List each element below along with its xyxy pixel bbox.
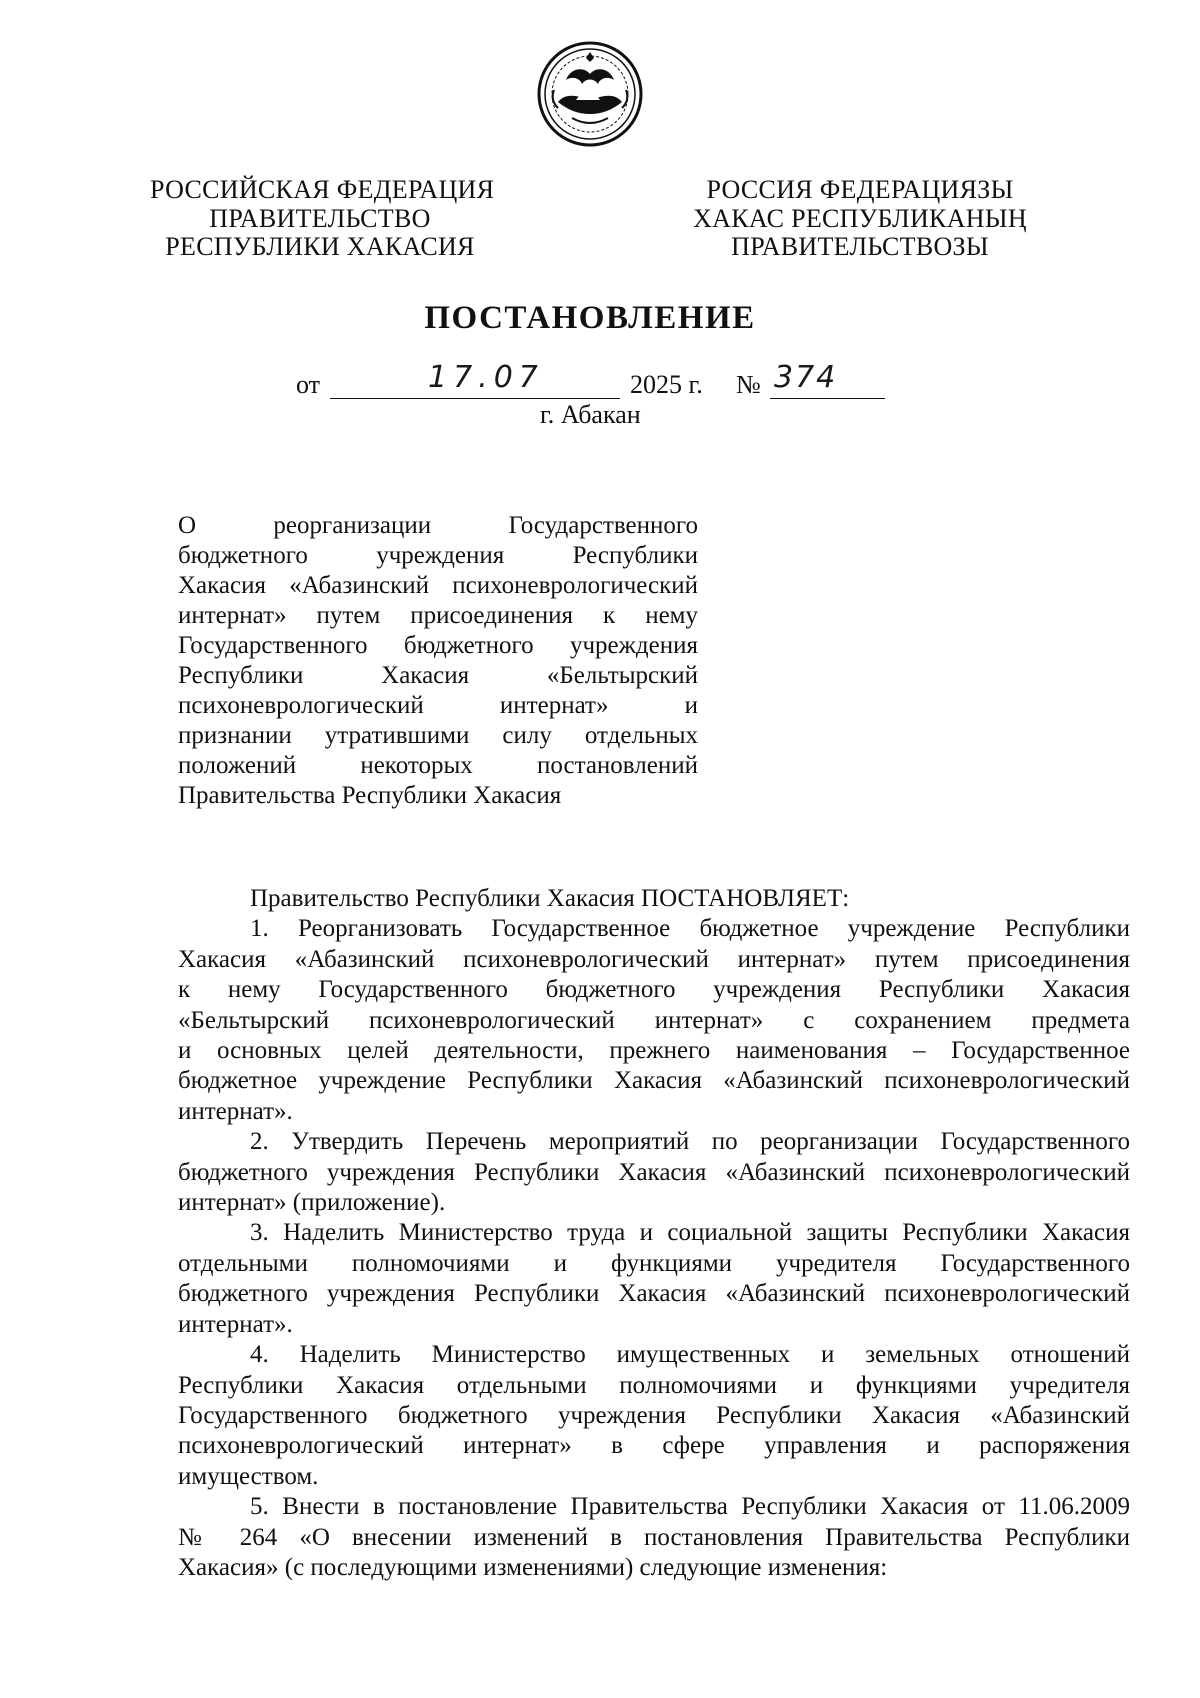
body-line: бюджетного учреждения Республики Хакасия «Абазинский психоневрологический [178, 1280, 1130, 1308]
body-line: психоневрологический интернат» в сфере управления и распоряжения [178, 1432, 1130, 1460]
subject-line: психоневрологический интернат» и [178, 692, 698, 719]
body-line: Государственного бюджетного учреждения Республики Хакасия «Абазинский [178, 1401, 1130, 1429]
number-label: № [736, 370, 761, 399]
subject-line: интернат» путем присоединения к нему [178, 602, 698, 629]
body-line: и основных целей деятельности, прежнего наименования – Государственное [178, 1037, 1130, 1065]
body-line: 2. Утвердить Перечень мероприятий по реорганизации Государственного [250, 1128, 1130, 1156]
body-line: бюджетного учреждения Республики Хакасия «Абазинский психоневрологический [178, 1158, 1130, 1186]
header-left-line: ПРАВИТЕЛЬСТВО [209, 203, 431, 233]
document-body [178, 884, 1130, 1583]
body-line: 5. Внести в постановление Правительства Республики Хакасия от 11.06.2009 [250, 1493, 1130, 1521]
subject-line: бюджетного учреждения Республики [178, 542, 698, 569]
subject-line: Государственного бюджетного учреждения [178, 632, 698, 659]
header-right-line: ПРАВИТЕЛЬСТВОЗЫ [731, 232, 989, 261]
subject-line: положений некоторых постановлений [178, 752, 698, 779]
body-line: интернат» (приложение). [178, 1189, 446, 1217]
body-line: имуществом. [178, 1462, 319, 1490]
date-underline [330, 398, 620, 399]
subject-line: признании утратившими силу отдельных [178, 722, 698, 749]
header-left [150, 175, 495, 262]
body-line: отдельными полномочиями и функциями учредителя Государственного [178, 1249, 1130, 1277]
body-line: 3. Наделить Министерство труда и социальной защиты Республики Хакасия [250, 1219, 1130, 1247]
body-line: 1. Реорганизовать Государственное бюджетное учреждение Республики [250, 915, 1130, 943]
from-label: от [296, 370, 321, 399]
paragraph-2 [178, 1127, 1130, 1218]
paragraph-3 [178, 1218, 1130, 1340]
city-label: г. Абакан [540, 400, 641, 429]
date-number-line [0, 360, 1200, 429]
handwritten-number: 374 [774, 360, 838, 395]
header-left-line: РОССИЙСКАЯ ФЕДЕРАЦИЯ [150, 175, 495, 204]
body-line: к нему Государственного бюджетного учреждения Республики Хакасия [178, 976, 1130, 1004]
subject-line: Хакасия «Абазинский психоневрологический [178, 572, 698, 599]
document-title: ПОСТАНОВЛЕНИЕ [424, 300, 756, 336]
header-right-line: ХАКАС РЕСПУБЛИКАНЫҢ [693, 203, 1027, 233]
subject-line: О реорганизации Государственного [178, 512, 698, 539]
body-line: интернат». [178, 1097, 293, 1125]
body-line: «Бельтырский психоневрологический интернат» с сохранением предмета [178, 1006, 1130, 1034]
year-label: 2025 г. [630, 370, 703, 399]
paragraph-5 [178, 1492, 1130, 1583]
subject-line: Правительства Республики Хакасия [178, 782, 562, 809]
header-right-line: РОССИЯ ФЕДЕРАЦИЯЗЫ [706, 175, 1014, 204]
handwritten-date: 17.07 [428, 360, 544, 395]
body-line: № 264 «О внесении изменений в постановления Правительства Республики [178, 1523, 1130, 1551]
number-underline [770, 398, 885, 399]
document-subject [178, 511, 698, 811]
body-line: Хакасия» (с последующими изменениями) следующие изменения: [178, 1553, 888, 1581]
paragraph-4 [178, 1340, 1130, 1492]
body-intro: Правительство Республики Хакасия ПОСТАНОВЛЯЕТ: [250, 885, 850, 912]
header-left-line: РЕСПУБЛИКИ ХАКАСИЯ [165, 232, 475, 261]
body-line: бюджетное учреждение Республики Хакасия «Абазинский психоневрологический [178, 1067, 1130, 1095]
header-right [690, 176, 1030, 262]
body-line: 4. Наделить Министерство имущественных и земельных отношений [250, 1341, 1130, 1369]
paragraph-1 [178, 914, 1130, 1127]
body-line: Хакасия «Абазинский психоневрологический интернат» путем присоединения [178, 945, 1130, 973]
coat-of-arms-icon [536, 40, 644, 148]
body-line: Республики Хакасия отдельными полномочиями и функциями учредителя [178, 1371, 1130, 1399]
body-line: интернат». [178, 1310, 293, 1338]
subject-line: Республики Хакасия «Бельтырский [178, 662, 698, 689]
